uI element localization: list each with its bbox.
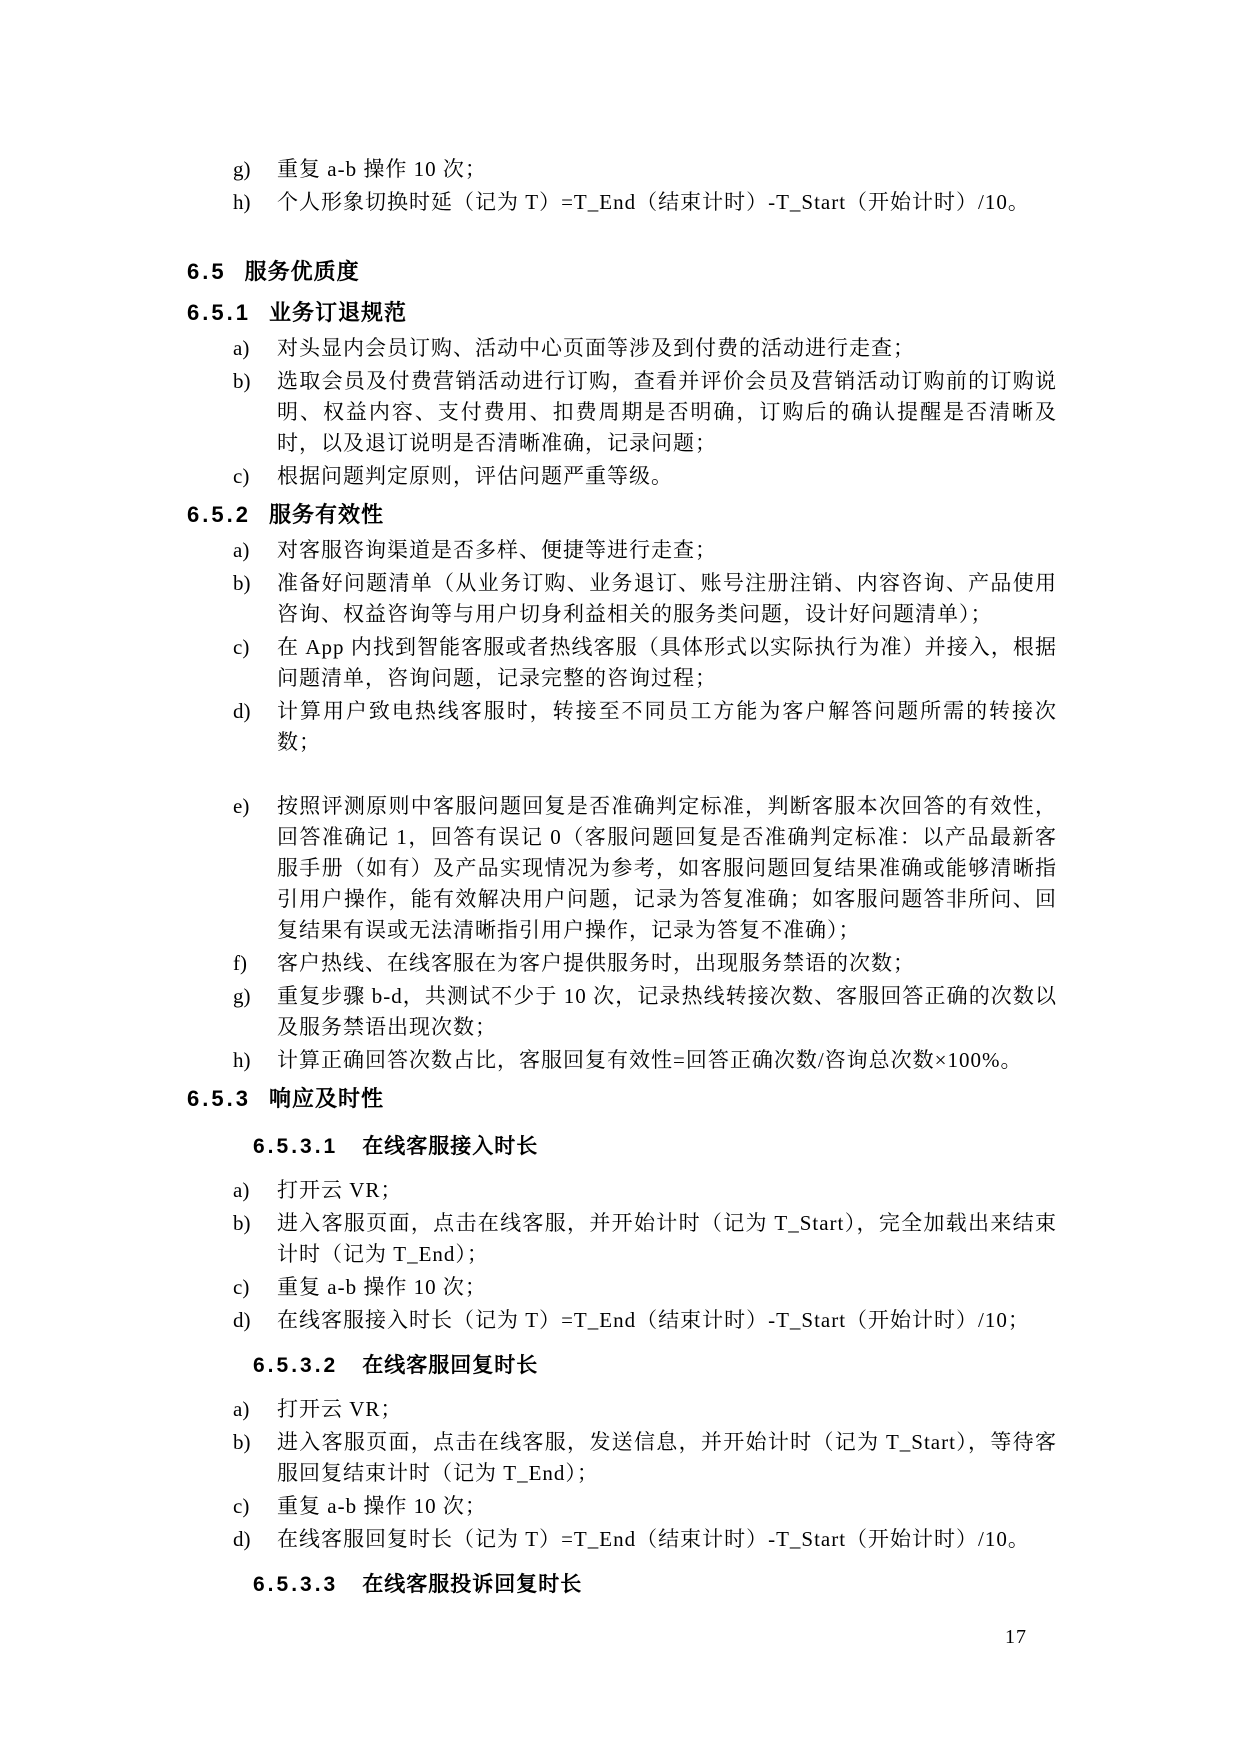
list-item-label: d)	[233, 1308, 251, 1332]
heading-number: 6.5.3.1	[253, 1135, 339, 1158]
list-item	[233, 154, 1057, 185]
heading-title: 在线客服接入时长	[362, 1135, 539, 1158]
list-item-text: 重复步骤 b-d，共测试不少于 10 次，记录热线转接次数、客服回答正确的次数以及服务禁语出现次数；	[277, 984, 1057, 1039]
heading-number: 6.5.2	[187, 502, 251, 527]
list-item-label: a)	[233, 1178, 250, 1202]
list-item	[233, 366, 1057, 459]
list-item-text: 计算正确回答次数占比，客服回复有效性=回答正确次数/咨询总次数×100%。	[277, 1048, 1023, 1072]
list-item	[233, 1305, 1057, 1336]
heading-number: 6.5.3	[187, 1086, 251, 1111]
list-item-label: g)	[233, 984, 251, 1008]
list-item-label: b)	[233, 1430, 251, 1454]
page-number: 17	[1005, 1626, 1027, 1648]
list-item	[233, 568, 1057, 630]
heading-number: 6.5.3.3	[253, 1573, 339, 1596]
list-item-label: a)	[233, 1397, 250, 1421]
list-item	[233, 187, 1057, 218]
list-item-text: 打开云 VR；	[277, 1178, 403, 1202]
list-item-label: d)	[233, 1527, 251, 1551]
heading-title: 业务订退规范	[268, 300, 407, 325]
list-item-text: 打开云 VR；	[277, 1397, 403, 1421]
list-item	[233, 1208, 1057, 1270]
section-heading	[187, 497, 1240, 533]
list-item	[233, 1427, 1057, 1489]
list-item-label: e)	[233, 794, 250, 818]
list-item-label: a)	[233, 336, 250, 360]
list-item-label: b)	[233, 571, 251, 595]
list-item-label: a)	[233, 538, 250, 562]
list-item-text: 重复 a-b 操作 10 次；	[277, 157, 487, 181]
list-item-label: d)	[233, 699, 251, 723]
heading-number: 6.5.3.2	[253, 1354, 339, 1377]
list-item-label: c)	[233, 1275, 250, 1299]
blank-line	[0, 218, 1240, 249]
list-item	[233, 791, 1057, 946]
heading-title: 服务优质度	[244, 259, 360, 284]
list-item	[233, 696, 1057, 758]
list-item	[233, 1175, 1057, 1206]
list-item-label: c)	[233, 1494, 250, 1518]
subsection-heading	[253, 1349, 1240, 1383]
list-item-text: 对客服咨询渠道是否多样、便捷等进行走查；	[277, 538, 717, 562]
list-item-text: 在线客服回复时长（记为 T）=T_End（结束计时）-T_Start（开始计时）/10。	[277, 1527, 1030, 1551]
heading-title: 在线客服投诉回复时长	[362, 1573, 583, 1596]
list-item-text: 根据问题判定原则，评估问题严重等级。	[277, 464, 673, 488]
list-item-label: f)	[233, 951, 247, 975]
heading-number: 6.5	[187, 259, 227, 284]
list-item-text: 进入客服页面，点击在线客服，发送信息，并开始计时（记为 T_Start），等待客服回复结束计时（记为 T_End）；	[277, 1430, 1057, 1485]
list-item-text: 个人形象切换时延（记为 T）=T_End（结束计时）-T_Start（开始计时）/10。	[277, 190, 1030, 214]
subsection-heading	[253, 1568, 1240, 1602]
list-item-label: h)	[233, 190, 251, 214]
list-item	[233, 948, 1057, 979]
list-item-label: h)	[233, 1048, 251, 1072]
list-item-label: g)	[233, 157, 251, 181]
list-item-text: 重复 a-b 操作 10 次；	[277, 1275, 487, 1299]
section-heading	[187, 295, 1240, 331]
list-item	[233, 461, 1057, 492]
list-item-text: 客户热线、在线客服在为客户提供服务时，出现服务禁语的次数；	[277, 951, 915, 975]
list-item	[233, 1272, 1057, 1303]
list-item	[233, 333, 1057, 364]
list-item-text: 对头显内会员订购、活动中心页面等涉及到付费的活动进行走查；	[277, 336, 915, 360]
list-item	[233, 981, 1057, 1043]
list-item	[233, 1045, 1057, 1076]
section-heading	[187, 1081, 1240, 1117]
list-item-label: c)	[233, 635, 250, 659]
list-item	[233, 1491, 1057, 1522]
heading-number: 6.5.1	[187, 300, 251, 325]
heading-title: 在线客服回复时长	[362, 1354, 539, 1377]
list-item-text: 选取会员及付费营销活动进行订购，查看并评价会员及营销活动订购前的订购说明、权益内容、支付费用、扣费周期是否明确，订购后的确认提醒是否清晰及时，以及退订说明是否清晰准确，记录问题；	[277, 369, 1057, 455]
subsection-heading	[253, 1130, 1240, 1164]
list-item-text: 进入客服页面，点击在线客服，并开始计时（记为 T_Start），完全加载出来结束计时（记为 T_End）；	[277, 1211, 1057, 1266]
list-item-text: 重复 a-b 操作 10 次；	[277, 1494, 487, 1518]
list-item-text: 计算用户致电热线客服时，转接至不同员工方能为客户解答问题所需的转接次数；	[277, 699, 1057, 754]
list-item-text: 在线客服接入时长（记为 T）=T_End（结束计时）-T_Start（开始计时）/10；	[277, 1308, 1030, 1332]
list-item	[233, 632, 1057, 694]
list-item-label: b)	[233, 1211, 251, 1235]
page-content	[0, 152, 1240, 1613]
list-item-text: 在 App 内找到智能客服或者热线客服（具体形式以实际执行为准）并接入，根据问题清单，咨询问题，记录完整的咨询过程；	[277, 635, 1057, 690]
blank-line	[0, 758, 1240, 789]
list-item-text: 按照评测原则中客服问题回复是否准确判定标准，判断客服本次回答的有效性，回答准确记 1，回答有误记 0（客服问题回复是否准确判定标准：以产品最新客服手册（如有）及产品实现情况为参考，如客服问题回复结果准确或能够清晰指引用户操作，能有效解决用户问题，记录为答复准确；如客服问题答非所问、回复结果有误或无法清晰指引用户操作，记录为答复不准确）；	[277, 794, 1057, 942]
list-item	[233, 1394, 1057, 1425]
list-item	[233, 535, 1057, 566]
heading-title: 响应及时性	[268, 1086, 384, 1111]
list-item	[233, 1524, 1057, 1555]
section-heading	[187, 254, 1240, 290]
list-item-text: 准备好问题清单（从业务订购、业务退订、账号注册注销、内容咨询、产品使用咨询、权益咨询等与用户切身利益相关的服务类问题，设计好问题清单）；	[277, 571, 1057, 626]
list-item-label: b)	[233, 369, 251, 393]
heading-title: 服务有效性	[268, 502, 384, 527]
list-item-label: c)	[233, 464, 250, 488]
